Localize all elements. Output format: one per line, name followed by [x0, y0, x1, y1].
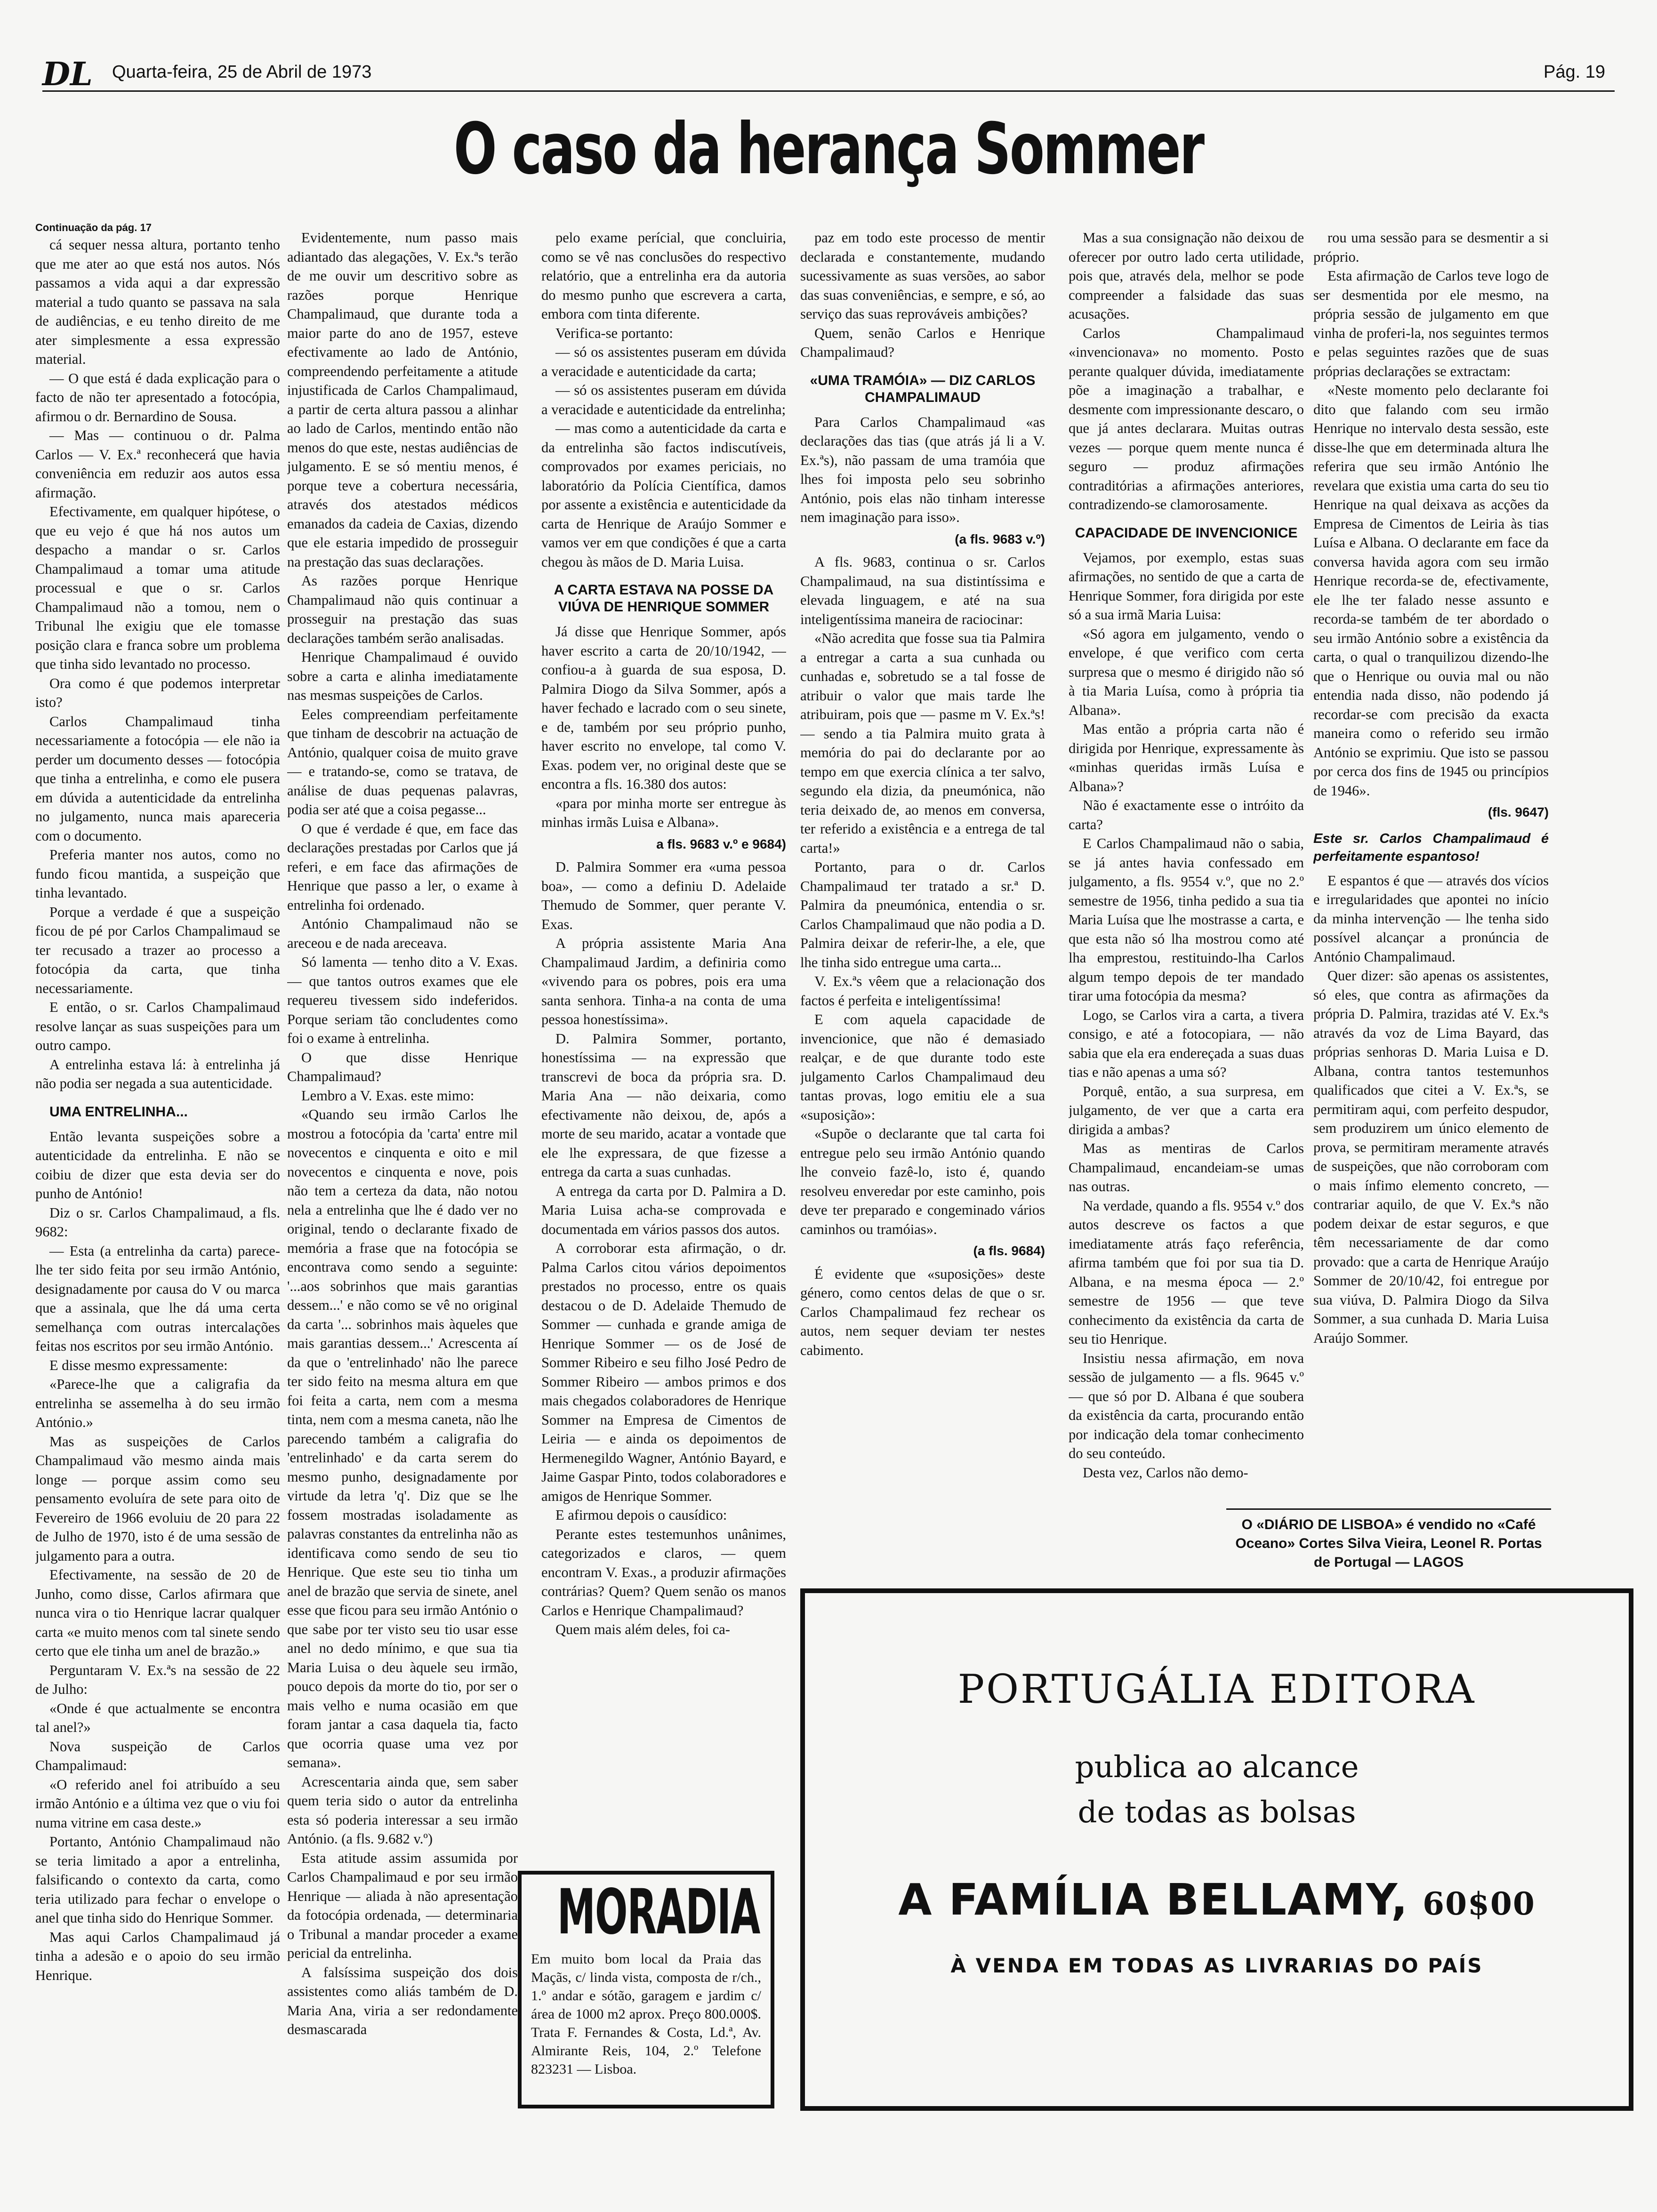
paragraph-group [541, 858, 786, 1639]
paragraph: «Só agora em julgamento, vendo o envelope, é que verifico com certa surpresa que o mesmo é dirigido não só à tia Maria Luísa, como à própria tia Albana». [1069, 625, 1304, 718]
paragraph: Mas as suspeições de Carlos Champalimaud vão mesmo ainda mais longe — porque assim como seu pensamento evoluíra de sete para oito de Fevereiro de 1966 evoluiu de 20 para 22 de Julho de 1970, isto é de uma sessão de julgamento para a outra. [35, 1433, 280, 1564]
paragraph: O que é verdade é que, em face das declarações prestadas por Carlos que já referi, e em face das afirmações de Henrique que passo a ler, o exame à entrelinha foi ordenado. [287, 820, 518, 913]
paragraph: D. Palmira Sommer era «uma pessoa boa», — como a definiu D. Adelaide Themudo de Sommer, quer perante V. Exas. [541, 859, 786, 932]
paragraph: — só os assistentes puseram em dúvida a veracidade e autenticidade da entrelinha; [541, 382, 786, 417]
paragraph: Lembro a V. Exas. este mimo: [301, 1087, 475, 1104]
section-subheading: Este sr. Carlos Champalimaud é perfeitamente espantoso! [1313, 831, 1549, 864]
paragraph: Não é exactamente esse o intróito da carta? [1069, 797, 1304, 833]
paragraph: E afirmou depois o causídico: [555, 1507, 727, 1523]
page-header [42, 56, 1615, 93]
ad-body: Em muito bom local da Praia das Maçãs, c/ linda vista, composta de r/ch., 1.º andar e sótão, garagem e jardim c/ área de 1000 m2 aprox. Preço 800.000$. Trata F. Fernandes & Costa, Ld.ª, Av. Almirante Reis, 104, 2.º Telefone 823231 — Lisboa. [531, 1951, 761, 2077]
ad-publisher: PORTUGÁLIA EDITORA [957, 1666, 1476, 1712]
paragraph: paz em todo este processo de mentir declarada e constantemente, mudando sucessivamente as suas versões, ao sabor das suas conveniências, e sempre, e só, ao serviço das suas reprováveis ambições? [800, 230, 1045, 322]
paragraph: Desta vez, Carlos não demo- [1083, 1464, 1248, 1481]
article-column-5 [1069, 228, 1304, 1584]
paragraph: Mas a sua consignação não deixou de oferecer por outro lado certa utilidade, pois que, através dela, melhor se pode compreender a falsidade das suas acusações. [1069, 230, 1304, 322]
paragraph-group [800, 553, 1045, 1239]
paragraph-group [1069, 228, 1304, 514]
ad-price: 60$00 [1423, 1885, 1536, 1922]
paragraph-group [1069, 548, 1304, 1483]
paragraph: «O referido anel foi atribuído a seu irmão António e a última vez que o viu foi numa vitrine em casa deste.» [35, 1776, 280, 1831]
paragraph: A fls. 9683, continua o sr. Carlos Champalimaud, na sua distintíssima e elevada linguagem, e até na sua inteligentíssima maneira de raciocinar: [800, 554, 1045, 627]
ad-slogan: À VENDA EM TODAS AS LIVRARIAS DO PAÍS [950, 1954, 1483, 1977]
paragraph-group [287, 228, 518, 2039]
citation-ref: a fls. 9683 v.º e 9684) [656, 836, 786, 851]
section-heading: CAPACIDADE DE INVENCIONICE [1075, 525, 1298, 541]
paragraph: Efectivamente, em qualquer hipótese, o que eu vejo é que há nos autos um despacho a mandar o sr. Carlos Champalimaud a tomar uma atitude processual e que o sr. Carlos Champalimaud não a tomou, nem o Tribunal lhe exigiu que ele tomasse posição clara e franca sobre um problema que tinha sido levantado no processo. [35, 504, 280, 672]
paragraph: E Carlos Champalimaud não o sabia, se já antes havia confessado em julgamento, a fls. 9554 v.º, que no 2.º semestre de 1956, tinha pedido a sua tia Maria Luísa que lhe mostrasse a carta, e que esta não só lha mostrou como até lha emprestou, restituindo-lha Carlos algum tempo depois de ter mandado tirar uma fotocópia da mesma? [1069, 835, 1304, 1004]
paragraph: — só os assistentes puseram em dúvida a veracidade e autenticidade da carta; [541, 344, 786, 379]
paragraph: cá sequer nessa altura, portanto tenho que me ater ao que está nos autos. Nós passamos a vida aqui a dar expressão material a tudo quanto se passava na sala de audiências, e eu tenho direito de me ater simplesmente a essa expressão material. [35, 237, 280, 367]
paragraph: E espantos é que — através dos vícios e irregularidades que apontei no início da minha intervenção — lhe tenha sido possível alcançar a pronúncia de António Champalimaud. [1313, 872, 1549, 965]
paragraph: Ora como é que podemos interpretar isto? [35, 675, 280, 710]
paragraph: Acrescentaria ainda que, sem saber quem teria sido o autor da entrelinha esta só poderia interessar a seu irmão António. (a fls. 9.682 v.º) [287, 1773, 518, 1847]
paragraph: Esta atitude assim assumida por Carlos Champalimaud e por seu irmão Henrique — aliada à não apresentação da fotocópia ordenada, — determinaria o Tribunal a mandar proceder a exame pericial da entrelinha. [287, 1850, 518, 1961]
paragraph: Mas então a própria carta não é dirigida por Henrique, expressamente às «minhas queridas irmãs Luísa e Albana»? [1069, 721, 1304, 794]
paragraph: E então, o sr. Carlos Champalimaud resolve lançar as suas suspeições para um outro campo. [35, 999, 280, 1053]
paragraph: O que disse Henrique Champalimaud? [287, 1049, 518, 1084]
paragraph: «Não acredita que fosse sua tia Palmira a entregar a carta a sua cunhada ou cunhadas e, sobretudo se a tal fosse de atribuir o valor que mais tarde lhe atribuiram, pois que — pasme m V. Ex.ªs! — sendo a tia Palmira muito grata à memória do pai do declarante por ao tempo em que exercia clínica a ter salvo, segundo ela dizia, da pneumónica, não teria deixado de, ao menos em conversa, ter referido a existência e a entrega de tal carta!» [800, 630, 1045, 856]
paragraph-group [35, 1127, 280, 1985]
paragraph: A própria assistente Maria Ana Champalimaud Jardim, a definiria como «vivendo para os pobres, pois era uma santa senhora. Tinha-a na conta de uma pessoa honestíssima». [541, 935, 786, 1027]
paragraph: A entrega da carta por D. Palmira a D. Maria Luisa acha-se comprovada e documentada em vários passos dos autos. [541, 1183, 786, 1237]
paragraph: Perguntaram V. Ex.ªs na sessão de 22 de Julho: [35, 1662, 280, 1697]
paragraph: «Parece-lhe que a caligrafia da entrelinha se assemelha à do seu irmão António.» [35, 1376, 280, 1430]
paragraph: Evidentemente, num passo mais adiantado das alegações, V. Ex.ªs terão de me ouvir um descritivo sobre as razões porque Henrique Champalimaud, que durante toda a maior parte do ano de 1957, esteve efectivamente ao lado de António, compreendendo perfeitamente a atitude injustificada de Carlos Champalimaud, a partir de certa altura passou a alinhar ao lado de Carlos, mentindo então não menos do que este, nestas audiências de julgamento. E se só mentiu menos, é porque teve a cobertura necessária, através dos atestados médicos emanados da cadeia de Caxias, dizendo que ele estaria impedido de prosseguir na prestação das suas declarações. [287, 230, 518, 570]
citation-ref: (a fls. 9684) [973, 1243, 1045, 1258]
paragraph-group [1313, 228, 1549, 800]
paragraph: E com aquela capacidade de invencionice, que não é demasiado realçar, e de que durante todo este julgamento Carlos Champalimaud deu tantas provas, logo emitiu ele a sua «suposição»: [800, 1011, 1045, 1123]
section-heading: A CARTA ESTAVA NA POSSE DA VIÚVA DE HENRIQUE SOMMER [554, 582, 774, 615]
section-heading: UMA ENTRELINHA... [49, 1104, 188, 1120]
paragraph: Perante estes testemunhos unânimes, categorizados e claros, — quem encontram V. Exas., a produzir afirmações contrárias? Quem? Quem senão os manos Carlos e Henrique Champalimaud? [541, 1526, 786, 1619]
paragraph-group [541, 228, 786, 571]
paragraph: Eeles compreendiam perfeitamente que tinham de descobrir na actuação de António, qualquer coisa de muito grave — e tratando-se, como se tratava, de análise de duas pequenas palavras, podia ser até que a coisa pegasse... [287, 706, 518, 817]
paragraph: — Esta (a entrelinha da carta) parece-lhe ter sido feita por seu irmão António, designadamente por causa do V ou marca que a assinala, que lhe dá uma certa semelhança com outras intercalações feitas nos escritos por seu irmão António. [35, 1242, 280, 1354]
article-column-4 [800, 228, 1045, 1584]
paragraph: Vejamos, por exemplo, estas suas afirmações, no sentido de que a carta de Henrique Sommer, fora dirigida por este só a sua irmã Maria Luisa: [1069, 549, 1304, 623]
ad-title: MORADIA [557, 1876, 760, 1948]
paragraph: Logo, se Carlos vira a carta, a tivera consigo, e até a fotocopiara, — não sabia que ela era endereçada a suas duas tias e não apenas a uma só? [1069, 1007, 1304, 1080]
paragraph-group [541, 622, 786, 832]
paragraph: Para Carlos Champalimaud «as declarações das tias (que atrás já li a V. Ex.ªs), não passam de uma tramóia que lhes foi imposta pelo seu sobrinho António, pois elas não tinham interesse nem imaginação para isso». [800, 414, 1045, 525]
paragraph: António Champalimaud não se areceou e de nada areceava. [287, 916, 518, 951]
paragraph: Mas aqui Carlos Champalimaud já tinha a adesão e o apoio do seu irmão Henrique. [35, 1929, 280, 1983]
moradia-ad [518, 1871, 774, 2108]
paragraph: «Neste momento pelo declarante foi dito que falando com seu irmão Henrique no intervalo desta sessão, este disse-lhe que em determinada altura lhe referira que seu irmão António lhe revelara que existia uma carta do seu tio Henrique na qual deixava as acções da Empresa de Cimentos de Leiria às tias Luísa e Albana. O declarante em face da conversa havida agora com seu irmão Henrique recorda-se de, efectivamente, ele lhe ter falado nesse assunto e recorda-se também de ter abordado o seu irmão António sobre a existência da carta, o qual o tranquilizou dizendo-lhe que o Henrique ou ouvia mal ou não entendia nada disso, não podendo já recordar-se com precisão da exacta maneira como o referido seu irmão António se exprimiu. Que isto se passou por cerca dos fins de 1945 ou princípios de 1946». [1313, 382, 1549, 799]
paragraph: — O que está é dada explicação para o facto de não ter apresentado a fotocópia, afirmou o dr. Bernardino de Sousa. [35, 370, 280, 425]
paragraph: Esta afirmação de Carlos teve logo de ser desmentida por ele mesmo, na própria sessão de julgamento em que vinha de proferi-la, nos seguintes termos e pelas seguintes razões que de suas próprias declarações se extractam: [1313, 268, 1549, 379]
paragraph-group [800, 228, 1045, 362]
article-column-3 [541, 228, 786, 1866]
paragraph-group [800, 413, 1045, 527]
ad-tagline-2: de todas as bolsas [1078, 1795, 1356, 1830]
paragraph: Carlos Champalimaud tinha necessariamente a fotocópia — ele não ia perder um documento desses — fotocópia que tinha a entrelinha, e como ele pusera em dúvida a autenticidade da entrelinha no julgamento, nunca mais apareceria com o documento. [35, 713, 280, 844]
paragraph: Portanto, para o dr. Carlos Champalimaud ter tratado a sr.ª D. Palmira da pneumónica, entendia o sr. Carlos Champalimaud que não podia a D. Palmira deixar de referir-lhe, a ele, que lhe tinha sido entregue uma carta... [800, 859, 1045, 970]
paragraph: rou uma sessão para se desmentir a si próprio. [1313, 230, 1549, 265]
paragraph: Preferia manter nos autos, como no fundo ficou mantida, a suspeição que tinha levantado. [35, 847, 280, 901]
paragraph: — mas como a autenticidade da carta e da entrelinha são factos indiscutíveis, comprovados por exames periciais, no laboratório da Polícia Científica, damos por assente a existência e autenticidade da carta de Henrique de Araújo Sommer e vamos ver em que condições é que a carta chegou às mãos de D. Maria Luisa. [541, 420, 786, 570]
continuation-note: Continuação da pág. 17 [35, 222, 152, 233]
article-headline: O caso da herança Sommer [453, 108, 1204, 190]
paragraph: «para por minha morte ser entregue às minhas irmãs Luisa e Albana». [541, 795, 786, 830]
issue-date: Quarta-feira, 25 de Abril de 1973 [112, 62, 372, 82]
paragraph: A falsíssima suspeição dos dois assistentes como aliás também de D. Maria Ana, viria a ser redondamente desmascarada [287, 1964, 518, 2037]
article-column-1 [35, 221, 280, 2141]
article-column-6 [1313, 228, 1549, 1499]
article-column-2 [287, 228, 518, 2144]
paragraph: Efectivamente, na sessão de 20 de Junho, como disse, Carlos afirmara que nunca vira o tio Henrique lacrar qualquer carta «e muito menos com tal sinete sendo certo que ele tinha um anel de brazão.» [35, 1567, 280, 1659]
paragraph: pelo exame perícial, que concluiria, como se vê nas conclusões do respectivo relatório, que a entrelinha era da autoria do mesmo punho que escrevera a carta, embora com tinta diferente. [541, 230, 786, 322]
paragraph: Nova suspeição de Carlos Champalimaud: [35, 1738, 280, 1773]
paragraph: As razões porque Henrique Champalimaud não quis continuar a prosseguir na prestação das suas declarações também serão analisadas. [287, 573, 518, 646]
ad-book-title: A FAMÍLIA BELLAMY, [898, 1875, 1409, 1925]
paragraph: Quer dizer: são apenas os assistentes, só eles, que contra as afirmações da própria D. Palmira, trazidas até V. Ex.ªs através da voz de Lima Bayard, das próprias senhoras D. Maria Luisa e D. Albana, contra tantos testemunhos qualificados que citei a V. Ex.ªs, se permitiram aqui, com perfeito despudor, sem produzirem um único elemento de prova, se permitiram meramente através de suspeições, que não corroboram com o mais ínfimo elemento concreto, — contrariar aquilo, de que V. Ex.ªs não podem deixar de estar seguros, e que têm necessariamente de dar como provado: que a carta de Henrique Araújo Sommer de 20/10/42, foi entregue por sua viúva, D. Palmira Diogo da Silva Sommer, a sua cunhada D. Maria Luisa Araújo Sommer. [1313, 968, 1549, 1346]
paragraph: E disse mesmo expressamente: [49, 1357, 228, 1373]
paragraph: D. Palmira Sommer, portanto, honestíssima — na expressão que transcrevi de boca da própria sra. D. Maria Ana — não deixaria, como efectivamente não deixou, de, após a morte de seu marido, acatar a vontade que ele lhe expressara, de que fizesse a entrega da carta a suas cunhadas. [541, 1030, 786, 1180]
paragraph: «Quando seu irmão Carlos lhe mostrou a fotocópia da 'carta' entre mil novecentos e cinquenta e oito e mil novecentos e cinquenta e nove, pois não tem a certeza da data, não notou nela a entrelinha que lhe é dado ver no original, tendo o declarante fixado de memória a frase que na fotocópia se encontrava como sendo a seguinte: '...aos sobrinhos que mais garantias dessem...' e não como se vê no original da carta '... sobrinhos mais àqueles que mais garantias dessem...' Acrescenta aí da que o 'entrelinhado' não lhe parece ter sido feito na mesma altura em que foi feita a carta, nem com a mesma tinta, nem com a mesma caneta, não lhe parecendo também a caligrafia do 'entrelinhado' e da carta serem do mesmo punho, designadamente por virtude da letra 'q'. Diz que se lhe fossem mostradas isoladamente as palavras constantes da entrelinha não as identificava como sendo de seu tio Henrique. Que este seu tio tinha um anel de brazão que servia de sinete, anel esse que ficou para seu irmão António o que sabe por ter visto seu tio usar esse anel no dedo mínimo, e que sua tia Maria Luisa o deu àquele seu irmão, pouco depois da morte do tio, por ser o mais velho e numa ocasião em que foram jantar a casa daquela tia, facto que ocorria quase uma vez por semana». [287, 1106, 518, 1771]
header-rule [42, 90, 1615, 92]
paragraph: Mas as mentiras de Carlos Champalimaud, encandeiam-se umas nas outras. [1069, 1140, 1304, 1194]
paragraph: Insistiu nessa afirmação, em nova sessão de julgamento — a fls. 9645 v.º — que só por D. Albana é que soubera da existência da carta, procurando então por indicação dela tomar conhecimento do seu conteúdo. [1069, 1350, 1304, 1461]
paragraph: Na verdade, quando a fls. 9554 v.º dos autos descreve os factos a que imediatamente atrás faço referência, afirma também que foi por sua tia D. Albana, e na mesma época — 2.º semestre de 1956 — que teve conhecimento da existência da carta de seu tio Henrique. [1069, 1197, 1304, 1347]
paragraph: «Onde é que actualmente se encontra tal anel?» [35, 1700, 280, 1735]
section-heading: «UMA TRAMÓIA» — DIZ CARLOS CHAMPALIMAUD [810, 372, 1036, 405]
paragraph: Então levanta suspeições sobre a autenticidade da entrelinha. E não se coibiu de dizer que esta devia ser do punho de António! [35, 1128, 280, 1202]
paragraph: Portanto, António Champalimaud não se teria limitado a apor a entrelinha, falsificando o contexto da carta, como teria utilizado para fechar o envelope o anel que tinha sido do Henrique Sommer. [35, 1834, 280, 1926]
paragraph: Quem, senão Carlos e Henrique Champalimaud? [800, 325, 1045, 360]
paragraph-group [35, 235, 280, 1093]
paragraph: A entrelinha estava lá: à entrelinha já não podia ser negada a sua autenticidade. [35, 1056, 280, 1091]
paragraph: V. Ex.ªs vêem que a relacionação dos factos é perfeita e inteligentíssima! [800, 973, 1045, 1009]
paragraph-group [800, 1265, 1045, 1360]
paragraph: — Mas — continuou o dr. Palma Carlos — V. Ex.ª reconhecerá que havia conveniência em reduzir aos autos essa afirmação. [35, 427, 280, 501]
page-number: Pág. 19 [1544, 62, 1605, 82]
paragraph: Já disse que Henrique Sommer, após haver escrito a carta de 20/10/1942, — confiou-a à guarda de sua esposa, D. Palmira Diogo da Silva Sommer, após a haver fechado e lacrado com o seu sinete, e de, também por seu próprio punho, haver escrito no envelope, tal como V. Exas. podem ver, no original deste que se encontra a fls. 16.380 dos autos: [541, 624, 786, 792]
portugalia-ad [800, 1588, 1633, 2111]
paragraph: Só lamenta — tenho dito a V. Exas. — que tantos outros exames que ele requereu tivessem sido indeferidos. Porque seriam tão concludentes como foi o exame à entrelinha. [287, 954, 518, 1046]
paragraph: «Supõe o declarante que tal carta foi entregue pelo seu irmão António quando lhe conveio fazê-lo, isto é, quando resolveu enveredar por este caminho, pois deve ter preparado e congeminado vários caminhos ou tramóias». [800, 1126, 1045, 1237]
ad-tagline-1: publica ao alcance [1075, 1750, 1359, 1785]
masthead-logo: DL [42, 56, 93, 93]
paragraph: Verifica-se portanto: [555, 325, 673, 341]
ad-book-line [805, 1875, 1629, 1925]
paragraph: Porque a verdade é que a suspeição ficou de pé por Carlos Champalimaud se ter recusado a trazer ao processo a fotocópia da carta, que tinha necessariamente. [35, 904, 280, 996]
paragraph: A corroborar esta afirmação, o dr. Palma Carlos citou vários depoimentos prestados no processo, entre os quais destacou o de D. Adelaide Themudo de Sommer — cunhada e grande amiga de Henrique Sommer — os de José de Sommer Ribeiro e seu filho José Pedro de Sommer Ribeiro — ambos primos e dos mais chegados colaboradores de Henrique Sommer na Empresa de Cimentos de Leiria — e ainda os depoimentos de Hermenegildo Wagner, António Bayard, e Jaime Gaspar Pinto, todos colaboradores e amigos de Henrique Sommer. [541, 1240, 786, 1504]
paragraph: Quem mais além deles, foi ca- [555, 1621, 730, 1637]
citation-ref: (a fls. 9683 v.º) [955, 531, 1045, 546]
paragraph-group [1313, 871, 1549, 1348]
paragraph: Carlos Champalimaud «invencionava» no momento. Posto perante qualquer dúvida, imediatamente põe a imaginação a trabalhar, e desmente com impressionante descaro, o que já antes declarara. Muitas outras vezes — porque quem mente nunca é seguro — produz afirmações contraditórias a afirmações anteriores, contradizendo-se clamorosamente. [1069, 325, 1304, 513]
distribution-notice: O «DIÁRIO DE LISBOA» é vendido no «Café Oceano» Cortes Silva Vieira, Leonel R. Portas de Portugal — LAGOS [1226, 1508, 1551, 1572]
paragraph: É evidente que «suposições» deste género, como centos delas de que o sr. Carlos Champalimaud fez rechear os autos, nem sequer deviam ter nestes cabimento. [800, 1266, 1045, 1358]
citation-ref: (fls. 9647) [1488, 805, 1549, 819]
paragraph: Porquê, então, a sua surpresa, em julgamento, de ver que a carta era dirigida a ambas? [1069, 1083, 1304, 1138]
paragraph: Henrique Champalimaud é ouvido sobre a carta e alinha imediatamente nas mesmas suspeições de Carlos. [287, 649, 518, 703]
paragraph: Diz o sr. Carlos Champalimaud, a fls. 9682: [35, 1204, 280, 1240]
